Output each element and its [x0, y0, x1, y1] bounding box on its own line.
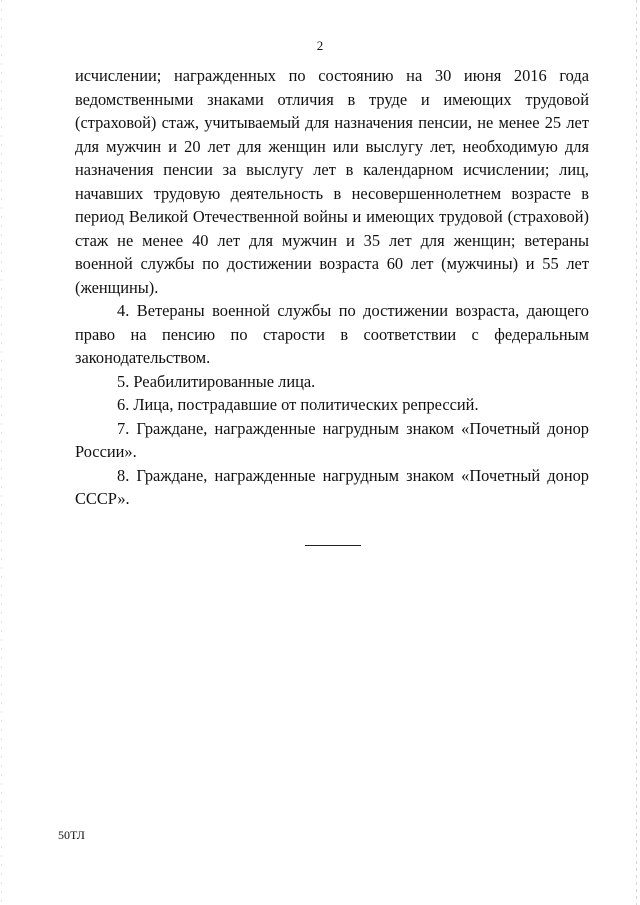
list-item-6: 6. Лица, пострадавшие от политических репрессий.: [117, 395, 479, 414]
list-item-5: 5. Реабилитированные лица.: [117, 371, 316, 391]
footer-code: 50ТЛ: [58, 828, 85, 842]
paragraph-continuation: исчислении; награжденных по состоянию на 30 июня 2016 года ведомственными знаками отличия в труде и имеющих трудовой (страховой) стаж, учитываемый для назначения пенсии, не менее 25 лет для мужчин и 20 лет для женщин или выслугу лет, необходимую для назначения пенсии за выслугу лет в календарном исчислении; лиц, начавших трудовую деятельность в несовершеннолетнем возрасте в период Великой Отечественной войны и имеющих трудовой (страховой) стаж не менее 40 лет для мужчин и 35 лет для женщин; ветераны военной службы по достижении возраста 60 лет (мужчины) и 55 лет (женщины).: [75, 66, 589, 297]
list-item-7: 7. Граждане, награжденные нагрудным знаком «Почетный донор России».: [75, 418, 589, 461]
scan-edge-right: [636, 0, 637, 905]
page-number: 2: [316, 38, 324, 53]
end-separator-line: [305, 545, 361, 546]
scan-edge-left: [1, 0, 2, 905]
document-body: [75, 64, 589, 511]
list-item-8: 8. Граждане, награжденные нагрудным знаком «Почетный донор СССР».: [75, 465, 589, 508]
list-item-4: 4. Ветераны военной службы по достижении возраста, дающего право на пенсию по старости в соответствии с федеральным законодательством.: [75, 301, 589, 367]
